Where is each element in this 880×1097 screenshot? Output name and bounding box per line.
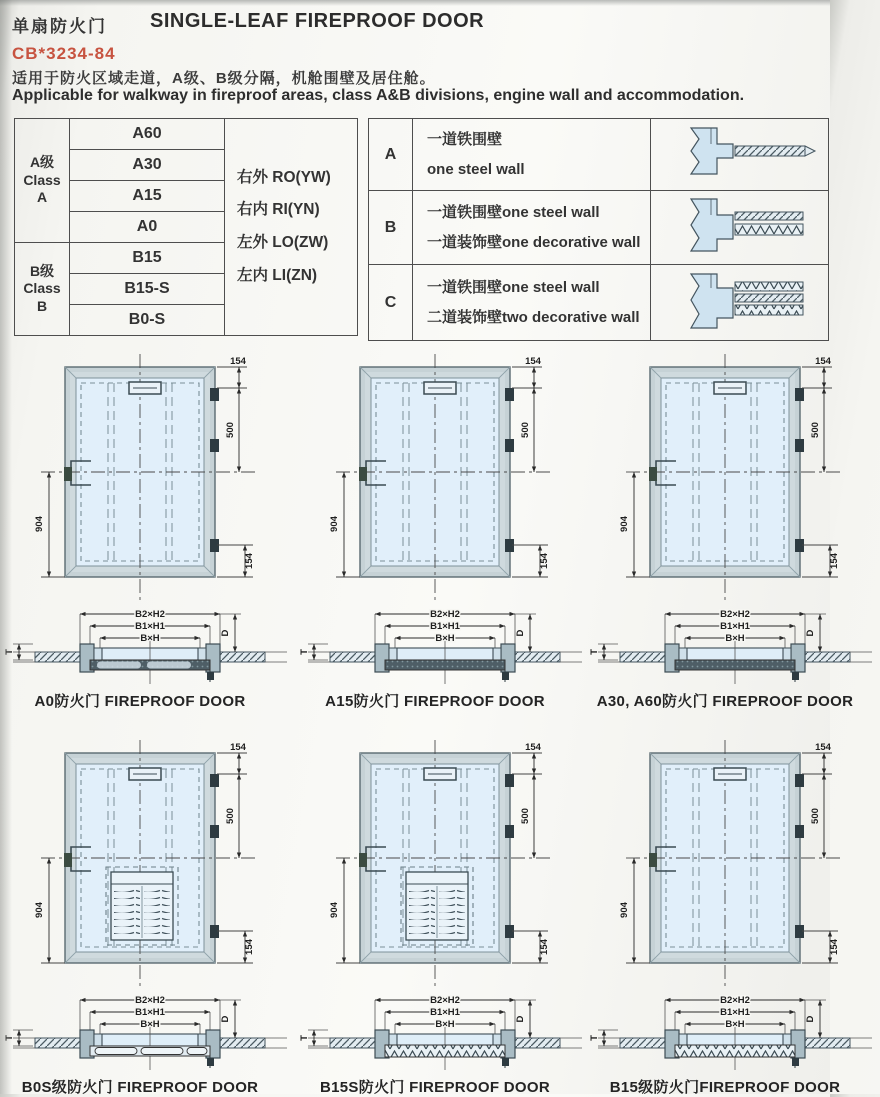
section-label-bh: B×H [140, 633, 160, 644]
section-label-t: T [589, 649, 600, 655]
section-label-t: T [299, 649, 310, 655]
section-label-b2h2: B2×H2 [135, 995, 165, 1006]
wall-type-c-desc [413, 265, 651, 341]
wall-type-b-desc [413, 191, 651, 265]
figure-b0s [5, 738, 295, 1094]
door-cross-section-drawing [590, 604, 880, 688]
section-label-t: T [299, 1035, 310, 1041]
dim-top: 154 [525, 356, 541, 367]
dim-left: 904 [619, 902, 630, 918]
dim-upper: 500 [810, 422, 821, 438]
figure-b15s [300, 738, 590, 1094]
dim-top: 154 [815, 742, 831, 753]
door-elevation-drawing [590, 352, 880, 602]
section-label-b2h2: B2×H2 [720, 995, 750, 1006]
figure-a0 [5, 352, 295, 708]
wall-type-c-line2: 二道装饰壁two decorative wall [427, 308, 640, 326]
class-b-en1: Class [23, 280, 61, 297]
steel-plus-two-decorative-wall-diagram [657, 270, 822, 332]
door-elevation-drawing [5, 352, 295, 602]
door-cross-section-drawing [5, 990, 295, 1074]
wall-type-table [368, 118, 829, 341]
section-label-b2h2: B2×H2 [430, 995, 460, 1006]
dim-top: 154 [525, 742, 541, 753]
door-elevation-drawing [590, 738, 880, 988]
dim-upper: 500 [225, 422, 236, 438]
rating-a0: A0 [70, 212, 225, 243]
section-label-b1h1: B1×H1 [430, 621, 460, 632]
section-label-t: T [589, 1035, 600, 1041]
section-label-d: D [805, 1015, 816, 1023]
dim-left: 904 [329, 902, 340, 918]
figure-caption: A0防火门 FIREPROOF DOOR [34, 693, 246, 710]
figure-caption: B15级防火门FIREPROOF DOOR [609, 1079, 841, 1096]
class-a-en1: Class [23, 171, 61, 188]
section-label-d: D [220, 629, 231, 637]
section-label-bh: B×H [435, 1019, 455, 1030]
wall-type-c-diagram-cell [651, 265, 829, 341]
figure-caption: B0S级防火门 FIREPROOF DOOR [21, 1079, 259, 1096]
dim-left: 904 [329, 516, 340, 532]
one-steel-wall-diagram [657, 122, 822, 184]
section-label-t: T [4, 649, 15, 655]
orientation-ro: 右外 RO(YW) [237, 168, 331, 186]
door-elevation-drawing [300, 738, 590, 988]
page-title-zh: 单扇防火门 [12, 17, 107, 36]
dim-top: 154 [230, 742, 246, 753]
figure-caption: A15防火门 FIREPROOF DOOR [325, 693, 545, 710]
dim-left: 904 [619, 516, 630, 532]
rating-b15: B15 [70, 243, 225, 274]
dim-upper: 500 [520, 808, 531, 824]
section-label-bh: B×H [725, 633, 745, 644]
dim-bottom: 154 [244, 939, 255, 955]
rating-a15: A15 [70, 181, 225, 212]
door-cross-section-drawing [590, 990, 880, 1074]
wall-type-b-line1: 一道铁围壁one steel wall [427, 203, 600, 221]
orientation-cell [225, 119, 358, 336]
dim-upper: 500 [810, 808, 821, 824]
description-zh: 适用于防火区域走道，A级、B级分隔，机舱围壁及居住舱。 [12, 70, 436, 87]
page-title-en: SINGLE-LEAF FIREPROOF DOOR [150, 10, 485, 32]
class-rating-table [14, 118, 358, 336]
rating-b0s: B0-S [70, 305, 225, 336]
section-label-d: D [805, 629, 816, 637]
section-label-d: D [515, 1015, 526, 1023]
dim-top: 154 [815, 356, 831, 367]
dim-bottom: 154 [539, 553, 550, 569]
door-cross-section-drawing [5, 604, 295, 688]
section-label-b2h2: B2×H2 [720, 609, 750, 620]
figure-caption: B15S防火门 FIREPROOF DOOR [320, 1079, 550, 1096]
section-label-bh: B×H [140, 1019, 160, 1030]
section-label-t: T [4, 1035, 15, 1041]
section-label-bh: B×H [725, 1019, 745, 1030]
wall-type-b-key: B [369, 191, 413, 265]
rating-a30: A30 [70, 150, 225, 181]
orientation-lo: 左外 LO(ZW) [237, 234, 329, 251]
door-cross-section-drawing [300, 990, 590, 1074]
description-en: Applicable for walkway in fireproof areas, class A&B divisions, engine wall and accommodation. [12, 87, 745, 104]
figure-a15 [300, 352, 590, 708]
section-label-b1h1: B1×H1 [135, 621, 165, 632]
dim-bottom: 154 [829, 939, 840, 955]
wall-type-b-diagram-cell [651, 191, 829, 265]
dim-bottom: 154 [539, 939, 550, 955]
standard-number: CB*3234-84 [12, 44, 116, 63]
orientation-li: 左内 LI(ZN) [237, 266, 318, 284]
rating-a60: A60 [70, 119, 225, 150]
class-b-zh: B级 [29, 262, 55, 279]
wall-type-c-line1: 一道铁围壁one steel wall [427, 278, 600, 296]
dim-left: 904 [34, 902, 45, 918]
section-label-bh: B×H [435, 633, 455, 644]
wall-type-a-line1: 一道铁围壁 [427, 130, 503, 148]
wall-type-a-key: A [369, 119, 413, 191]
rating-b15s: B15-S [70, 274, 225, 305]
figure-a30-a60 [590, 352, 880, 708]
section-label-b1h1: B1×H1 [135, 1007, 165, 1018]
door-cross-section-drawing [300, 604, 590, 688]
section-label-b1h1: B1×H1 [720, 621, 750, 632]
dim-bottom: 154 [829, 553, 840, 569]
class-b-cell [15, 243, 70, 336]
wall-type-a-desc [413, 119, 651, 191]
class-b-en2: B [36, 297, 48, 314]
dim-bottom: 154 [244, 553, 255, 569]
door-elevation-drawing [300, 352, 590, 602]
class-a-cell [15, 119, 70, 243]
section-label-b2h2: B2×H2 [430, 609, 460, 620]
dim-upper: 500 [225, 808, 236, 824]
steel-plus-one-decorative-wall-diagram [657, 195, 822, 257]
section-label-d: D [515, 629, 526, 637]
figure-caption: A30, A60防火门 FIREPROOF DOOR [596, 693, 854, 710]
wall-type-a-line2: one steel wall [427, 160, 525, 178]
class-a-en2: A [36, 189, 48, 206]
orientation-ri: 右内 RI(YN) [237, 201, 320, 219]
wall-type-b-line2: 一道装饰壁one decorative wall [427, 233, 641, 251]
section-label-b1h1: B1×H1 [720, 1007, 750, 1018]
dim-left: 904 [34, 516, 45, 532]
wall-type-c-key: C [369, 265, 413, 341]
figure-b15 [590, 738, 880, 1094]
dim-top: 154 [230, 356, 246, 367]
section-label-b2h2: B2×H2 [135, 609, 165, 620]
door-elevation-drawing [5, 738, 295, 988]
class-a-zh: A级 [29, 154, 55, 171]
section-label-d: D [220, 1015, 231, 1023]
wall-type-a-diagram-cell [651, 119, 829, 191]
section-label-b1h1: B1×H1 [430, 1007, 460, 1018]
dim-upper: 500 [520, 422, 531, 438]
